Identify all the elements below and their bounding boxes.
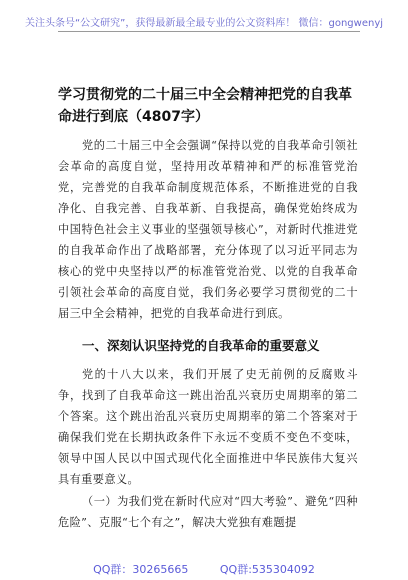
paragraph-subsection1: （一）为我们党在新时代应对“四大考验”、避免“四种危险”、克服“七个有之”，解决大党独有难题提 bbox=[58, 495, 358, 529]
document-title: 学习贯彻党的二十届三中全会精神把党的自我革命进行到底（4807字） bbox=[58, 87, 352, 125]
section-heading-1: 一、深刻认识坚持党的自我革命的重要意义 bbox=[82, 338, 320, 353]
header-note: 关注头条号“公文研究”，获得最新最全最专业的公文资料库！ 微信：gongwenyj bbox=[24, 18, 384, 29]
header-divider bbox=[58, 31, 360, 32]
footer bbox=[0, 561, 408, 577]
paragraph-intro: 党的二十届三中全会强调“保持以党的自我革命引领社会革命的高度自觉，坚持用改革精神和严的标准管党治党，完善党的自我革命制度规范体系，不断推进党的自我净化、自我完善、自我革新、自我提高，确保党始终成为中国特色社会主义事业的坚强领导核心”，对新时代推进党的自我革命作出了战略部署，充分体现了以习近平同志为核心的党中央坚持以严的标准管党治党、以党的自我革命引领社会革命的高度自觉，我们务必要学习贯彻党的二十届三中全会精神，把党的自我革命进行到底。 bbox=[58, 139, 358, 320]
paragraph-section1: 党的十八大以来，我们开展了史无前例的反腐败斗争，找到了自我革命这一跳出治乱兴衰历史周期率的第二个答案。这个跳出治乱兴衰历史周期率的第二个答案对于确保我们党在长期执政条件下永远不变质不变色不变味，领导中国人民以中国式现代化全面推进中华民族伟大复兴具有重要意义。 bbox=[58, 368, 358, 486]
footer-qq-group-1[interactable]: QQ群：30265665 bbox=[93, 563, 189, 576]
footer-qq-group-2[interactable]: QQ群:535304092 bbox=[219, 563, 315, 576]
